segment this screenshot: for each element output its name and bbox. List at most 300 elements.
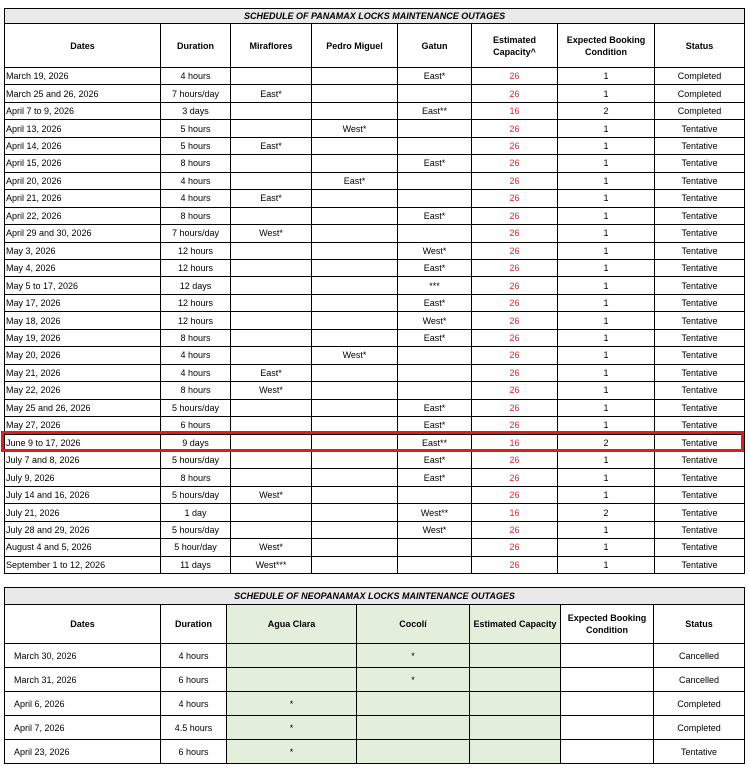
cell-duration: 8 hours: [161, 382, 231, 399]
cell-miraflores: [231, 329, 312, 346]
cell-capacity: 26: [472, 242, 558, 259]
cell-status: Tentative: [655, 504, 745, 521]
cell-cocoli: *: [357, 644, 470, 668]
cell-status: Tentative: [655, 556, 745, 573]
cell-booking: [561, 716, 654, 740]
cell-miraflores: West***: [231, 556, 312, 573]
cell-duration: 3 days: [161, 102, 231, 119]
cell-booking: 1: [558, 312, 655, 329]
cell-status: Tentative: [655, 486, 745, 503]
header-dates: Dates: [5, 24, 161, 68]
cell-date: April 23, 2026: [5, 740, 161, 764]
table-row: [5, 451, 745, 468]
table-row: [5, 347, 745, 364]
header-status: Status: [655, 24, 745, 68]
cell-booking: 1: [558, 207, 655, 224]
cell-miraflores: [231, 469, 312, 486]
cell-date: May 21, 2026: [5, 364, 161, 381]
cell-date: July 14 and 16, 2026: [5, 486, 161, 503]
cell-capacity: 26: [472, 364, 558, 381]
cell-miraflores: [231, 120, 312, 137]
cell-duration: 5 hours/day: [161, 399, 231, 416]
cell-booking: 1: [558, 382, 655, 399]
cell-miraflores: [231, 504, 312, 521]
cell-booking: 1: [558, 85, 655, 102]
cell-status: Tentative: [655, 277, 745, 294]
cell-date: May 3, 2026: [5, 242, 161, 259]
cell-booking: 1: [558, 347, 655, 364]
cell-gatun: [398, 137, 472, 154]
cell-status: Completed: [654, 692, 745, 716]
cell-status: Tentative: [655, 399, 745, 416]
cell-capacity: 26: [472, 469, 558, 486]
cell-duration: 5 hour/day: [161, 539, 231, 556]
cell-cocoli: [357, 716, 470, 740]
cell-agua-clara: *: [227, 692, 357, 716]
header-duration: Duration: [161, 24, 231, 68]
cell-booking: 1: [558, 556, 655, 573]
table-row: [5, 692, 745, 716]
cell-booking: 2: [558, 102, 655, 119]
header-gatun: Gatun: [398, 24, 472, 68]
cell-capacity: 26: [472, 68, 558, 85]
cell-pedro-miguel: West*: [312, 120, 398, 137]
cell-agua-clara: *: [227, 716, 357, 740]
cell-gatun: West*: [398, 242, 472, 259]
header-miraflores: Miraflores: [231, 24, 312, 68]
cell-booking: 1: [558, 294, 655, 311]
cell-date: May 4, 2026: [5, 259, 161, 276]
cell-status: Completed: [654, 716, 745, 740]
cell-status: Tentative: [655, 469, 745, 486]
cell-pedro-miguel: [312, 225, 398, 242]
cell-date: July 21, 2026: [5, 504, 161, 521]
cell-booking: 1: [558, 469, 655, 486]
cell-gatun: East**: [398, 102, 472, 119]
header-status: Status: [654, 605, 745, 644]
cell-duration: 4 hours: [161, 692, 227, 716]
cell-pedro-miguel: [312, 504, 398, 521]
cell-booking: 1: [558, 417, 655, 434]
cell-gatun: East**: [398, 434, 472, 451]
cell-status: Completed: [655, 102, 745, 119]
cell-cocoli: *: [357, 668, 470, 692]
cell-capacity: [470, 668, 561, 692]
cell-capacity: 26: [472, 277, 558, 294]
table-row: [5, 469, 745, 486]
cell-gatun: [398, 347, 472, 364]
header-estimated-capacity: Estimated Capacity: [470, 605, 561, 644]
table-row: [5, 504, 745, 521]
cell-miraflores: [231, 207, 312, 224]
cell-gatun: East*: [398, 329, 472, 346]
cell-capacity: [470, 740, 561, 764]
header-duration: Duration: [161, 605, 227, 644]
table-row: [5, 668, 745, 692]
cell-pedro-miguel: [312, 556, 398, 573]
cell-capacity: 26: [472, 539, 558, 556]
cell-status: Tentative: [655, 382, 745, 399]
cell-date: July 7 and 8, 2026: [5, 451, 161, 468]
cell-date: May 17, 2026: [5, 294, 161, 311]
table-row: [5, 539, 745, 556]
cell-gatun: East*: [398, 469, 472, 486]
cell-gatun: East*: [398, 207, 472, 224]
cell-miraflores: [231, 417, 312, 434]
cell-miraflores: West*: [231, 486, 312, 503]
cell-miraflores: [231, 242, 312, 259]
cell-date: June 9 to 17, 2026: [5, 434, 161, 451]
cell-status: Tentative: [655, 451, 745, 468]
cell-duration: 9 days: [161, 434, 231, 451]
cell-pedro-miguel: [312, 294, 398, 311]
table-row: [5, 329, 745, 346]
cell-date: May 20, 2026: [5, 347, 161, 364]
cell-duration: 4 hours: [161, 68, 231, 85]
cell-capacity: 26: [472, 417, 558, 434]
cell-gatun: [398, 120, 472, 137]
cell-booking: 1: [558, 259, 655, 276]
header-estimated-capacity: Estimated Capacity^: [472, 24, 558, 68]
cell-capacity: 26: [472, 120, 558, 137]
cell-duration: 12 hours: [161, 312, 231, 329]
cell-cocoli: [357, 692, 470, 716]
cell-miraflores: West*: [231, 539, 312, 556]
cell-date: May 27, 2026: [5, 417, 161, 434]
cell-status: Completed: [655, 85, 745, 102]
table-row: [5, 312, 745, 329]
cell-booking: [561, 692, 654, 716]
cell-pedro-miguel: [312, 277, 398, 294]
cell-miraflores: West*: [231, 225, 312, 242]
cell-status: Tentative: [655, 294, 745, 311]
cell-duration: 12 hours: [161, 259, 231, 276]
cell-status: Tentative: [655, 539, 745, 556]
table-row: [5, 556, 745, 573]
table-row: [5, 120, 745, 137]
cell-capacity: 26: [472, 259, 558, 276]
cell-pedro-miguel: [312, 85, 398, 102]
cell-status: Tentative: [655, 434, 745, 451]
cell-status: Tentative: [655, 137, 745, 154]
cell-agua-clara: *: [227, 740, 357, 764]
cell-gatun: [398, 382, 472, 399]
cell-date: April 13, 2026: [5, 120, 161, 137]
table-row: [5, 85, 745, 102]
cell-pedro-miguel: [312, 137, 398, 154]
cell-duration: 8 hours: [161, 207, 231, 224]
cell-capacity: 26: [472, 399, 558, 416]
cell-date: May 18, 2026: [5, 312, 161, 329]
cell-pedro-miguel: East*: [312, 172, 398, 189]
cell-pedro-miguel: [312, 451, 398, 468]
cell-capacity: 16: [472, 102, 558, 119]
cell-duration: 5 hours: [161, 120, 231, 137]
cell-pedro-miguel: [312, 329, 398, 346]
cell-booking: 1: [558, 225, 655, 242]
cell-status: Tentative: [655, 242, 745, 259]
cell-miraflores: East*: [231, 85, 312, 102]
header-booking-condition: Expected Booking Condition: [558, 24, 655, 68]
cell-pedro-miguel: [312, 469, 398, 486]
cell-date: April 29 and 30, 2026: [5, 225, 161, 242]
cell-date: March 19, 2026: [5, 68, 161, 85]
header-booking-condition: Expected Booking Condition: [561, 605, 654, 644]
neopanamax-table-title: SCHEDULE OF NEOPANAMAX LOCKS MAINTENANCE OUTAGES: [5, 588, 745, 605]
cell-miraflores: [231, 294, 312, 311]
cell-booking: 1: [558, 190, 655, 207]
table-row: [5, 434, 745, 451]
cell-agua-clara: [227, 644, 357, 668]
cell-duration: 6 hours: [161, 668, 227, 692]
cell-date: March 25 and 26, 2026: [5, 85, 161, 102]
cell-miraflores: [231, 312, 312, 329]
cell-duration: 11 days: [161, 556, 231, 573]
cell-status: Completed: [655, 68, 745, 85]
cell-gatun: [398, 172, 472, 189]
cell-duration: 5 hours/day: [161, 521, 231, 538]
cell-date: April 21, 2026: [5, 190, 161, 207]
table-row: [5, 382, 745, 399]
cell-miraflores: [231, 521, 312, 538]
cell-booking: 1: [558, 399, 655, 416]
cell-capacity: 16: [472, 504, 558, 521]
cell-status: Tentative: [655, 225, 745, 242]
cell-pedro-miguel: [312, 399, 398, 416]
table-row: [5, 68, 745, 85]
cell-miraflores: [231, 259, 312, 276]
cell-date: May 19, 2026: [5, 329, 161, 346]
cell-status: Cancelled: [654, 668, 745, 692]
cell-date: April 20, 2026: [5, 172, 161, 189]
cell-pedro-miguel: [312, 259, 398, 276]
cell-gatun: East*: [398, 294, 472, 311]
cell-status: Tentative: [655, 312, 745, 329]
table-row: [5, 225, 745, 242]
cell-capacity: [470, 692, 561, 716]
cell-booking: [561, 644, 654, 668]
cell-duration: 5 hours/day: [161, 451, 231, 468]
cell-capacity: 26: [472, 85, 558, 102]
cell-gatun: [398, 225, 472, 242]
cell-booking: 2: [558, 504, 655, 521]
cell-pedro-miguel: [312, 417, 398, 434]
cell-capacity: 26: [472, 451, 558, 468]
cell-capacity: 26: [472, 382, 558, 399]
cell-capacity: 26: [472, 521, 558, 538]
cell-gatun: [398, 539, 472, 556]
table-row: [5, 364, 745, 381]
cell-booking: 1: [558, 277, 655, 294]
cell-status: Tentative: [655, 207, 745, 224]
cell-gatun: West*: [398, 521, 472, 538]
cell-pedro-miguel: [312, 312, 398, 329]
cell-booking: 1: [558, 120, 655, 137]
cell-gatun: [398, 85, 472, 102]
cell-capacity: 26: [472, 312, 558, 329]
cell-pedro-miguel: [312, 364, 398, 381]
header-cocoli: Cocolí: [357, 605, 470, 644]
table-row: [5, 294, 745, 311]
cell-duration: 12 days: [161, 277, 231, 294]
cell-duration: 5 hours/day: [161, 486, 231, 503]
cell-duration: 4 hours: [161, 347, 231, 364]
cell-capacity: 26: [472, 329, 558, 346]
header-pedro-miguel: Pedro Miguel: [312, 24, 398, 68]
cell-miraflores: [231, 451, 312, 468]
cell-duration: 4.5 hours: [161, 716, 227, 740]
cell-capacity: 26: [472, 207, 558, 224]
cell-duration: 12 hours: [161, 242, 231, 259]
cell-date: April 6, 2026: [5, 692, 161, 716]
cell-booking: 1: [558, 242, 655, 259]
cell-duration: 8 hours: [161, 155, 231, 172]
cell-gatun: East*: [398, 259, 472, 276]
cell-booking: [561, 740, 654, 764]
cell-capacity: [470, 644, 561, 668]
table-row: [5, 417, 745, 434]
cell-booking: 2: [558, 434, 655, 451]
cell-date: July 28 and 29, 2026: [5, 521, 161, 538]
cell-miraflores: [231, 347, 312, 364]
cell-pedro-miguel: [312, 486, 398, 503]
cell-booking: 1: [558, 451, 655, 468]
table-row: [5, 190, 745, 207]
cell-gatun: East*: [398, 68, 472, 85]
panamax-outages-table: [4, 8, 745, 574]
cell-duration: 7 hours/day: [161, 225, 231, 242]
cell-duration: 6 hours: [161, 417, 231, 434]
cell-miraflores: [231, 399, 312, 416]
cell-duration: 4 hours: [161, 364, 231, 381]
cell-agua-clara: [227, 668, 357, 692]
cell-capacity: 26: [472, 347, 558, 364]
cell-miraflores: West*: [231, 382, 312, 399]
cell-pedro-miguel: [312, 190, 398, 207]
cell-booking: 1: [558, 539, 655, 556]
cell-miraflores: [231, 277, 312, 294]
cell-date: April 22, 2026: [5, 207, 161, 224]
cell-gatun: [398, 486, 472, 503]
cell-date: March 31, 2026: [5, 668, 161, 692]
cell-booking: 1: [558, 68, 655, 85]
cell-capacity: [470, 716, 561, 740]
neopanamax-outages-table: [4, 587, 745, 764]
table-row: [5, 259, 745, 276]
cell-cocoli: [357, 740, 470, 764]
cell-status: Tentative: [655, 521, 745, 538]
cell-capacity: 26: [472, 172, 558, 189]
cell-date: March 30, 2026: [5, 644, 161, 668]
cell-date: April 14, 2026: [5, 137, 161, 154]
cell-miraflores: East*: [231, 137, 312, 154]
cell-capacity: 26: [472, 556, 558, 573]
cell-date: April 7 to 9, 2026: [5, 102, 161, 119]
cell-status: Tentative: [655, 190, 745, 207]
table-row: [5, 172, 745, 189]
cell-date: July 9, 2026: [5, 469, 161, 486]
cell-date: September 1 to 12, 2026: [5, 556, 161, 573]
cell-date: May 25 and 26, 2026: [5, 399, 161, 416]
cell-capacity: 26: [472, 190, 558, 207]
table-row: [5, 102, 745, 119]
cell-pedro-miguel: [312, 207, 398, 224]
cell-status: Tentative: [655, 155, 745, 172]
cell-miraflores: East*: [231, 364, 312, 381]
cell-duration: 8 hours: [161, 469, 231, 486]
cell-booking: [561, 668, 654, 692]
cell-duration: 1 day: [161, 504, 231, 521]
cell-capacity: 26: [472, 155, 558, 172]
cell-duration: 5 hours: [161, 137, 231, 154]
cell-status: Tentative: [655, 364, 745, 381]
cell-status: Tentative: [655, 347, 745, 364]
cell-status: Tentative: [655, 259, 745, 276]
cell-duration: 4 hours: [161, 644, 227, 668]
cell-status: Tentative: [655, 120, 745, 137]
table-row: [5, 486, 745, 503]
cell-pedro-miguel: West*: [312, 347, 398, 364]
cell-booking: 1: [558, 172, 655, 189]
table-row: [5, 277, 745, 294]
cell-booking: 1: [558, 329, 655, 346]
cell-miraflores: East*: [231, 190, 312, 207]
table-row: [5, 399, 745, 416]
table-row: [5, 521, 745, 538]
cell-duration: 4 hours: [161, 172, 231, 189]
cell-capacity: 26: [472, 294, 558, 311]
cell-miraflores: [231, 434, 312, 451]
cell-pedro-miguel: [312, 382, 398, 399]
cell-duration: 6 hours: [161, 740, 227, 764]
cell-status: Tentative: [655, 329, 745, 346]
cell-capacity: 16: [472, 434, 558, 451]
cell-pedro-miguel: [312, 68, 398, 85]
cell-booking: 1: [558, 364, 655, 381]
cell-gatun: West**: [398, 504, 472, 521]
cell-status: Tentative: [655, 172, 745, 189]
cell-gatun: East*: [398, 399, 472, 416]
cell-gatun: West*: [398, 312, 472, 329]
table-row: [5, 242, 745, 259]
table-row: [5, 137, 745, 154]
cell-pedro-miguel: [312, 155, 398, 172]
cell-duration: 4 hours: [161, 190, 231, 207]
cell-date: August 4 and 5, 2026: [5, 539, 161, 556]
cell-status: Tentative: [655, 417, 745, 434]
cell-gatun: [398, 364, 472, 381]
table-row: [5, 644, 745, 668]
cell-pedro-miguel: [312, 434, 398, 451]
table-row: [5, 716, 745, 740]
cell-pedro-miguel: [312, 242, 398, 259]
cell-date: May 5 to 17, 2026: [5, 277, 161, 294]
cell-status: Tentative: [654, 740, 745, 764]
cell-duration: 7 hours/day: [161, 85, 231, 102]
cell-booking: 1: [558, 486, 655, 503]
cell-capacity: 26: [472, 486, 558, 503]
cell-gatun: [398, 556, 472, 573]
table-row: [5, 155, 745, 172]
cell-booking: 1: [558, 137, 655, 154]
table-row: [5, 207, 745, 224]
cell-pedro-miguel: [312, 102, 398, 119]
cell-miraflores: [231, 172, 312, 189]
cell-booking: 1: [558, 155, 655, 172]
cell-date: April 7, 2026: [5, 716, 161, 740]
header-agua-clara: Agua Clara: [227, 605, 357, 644]
cell-duration: 12 hours: [161, 294, 231, 311]
